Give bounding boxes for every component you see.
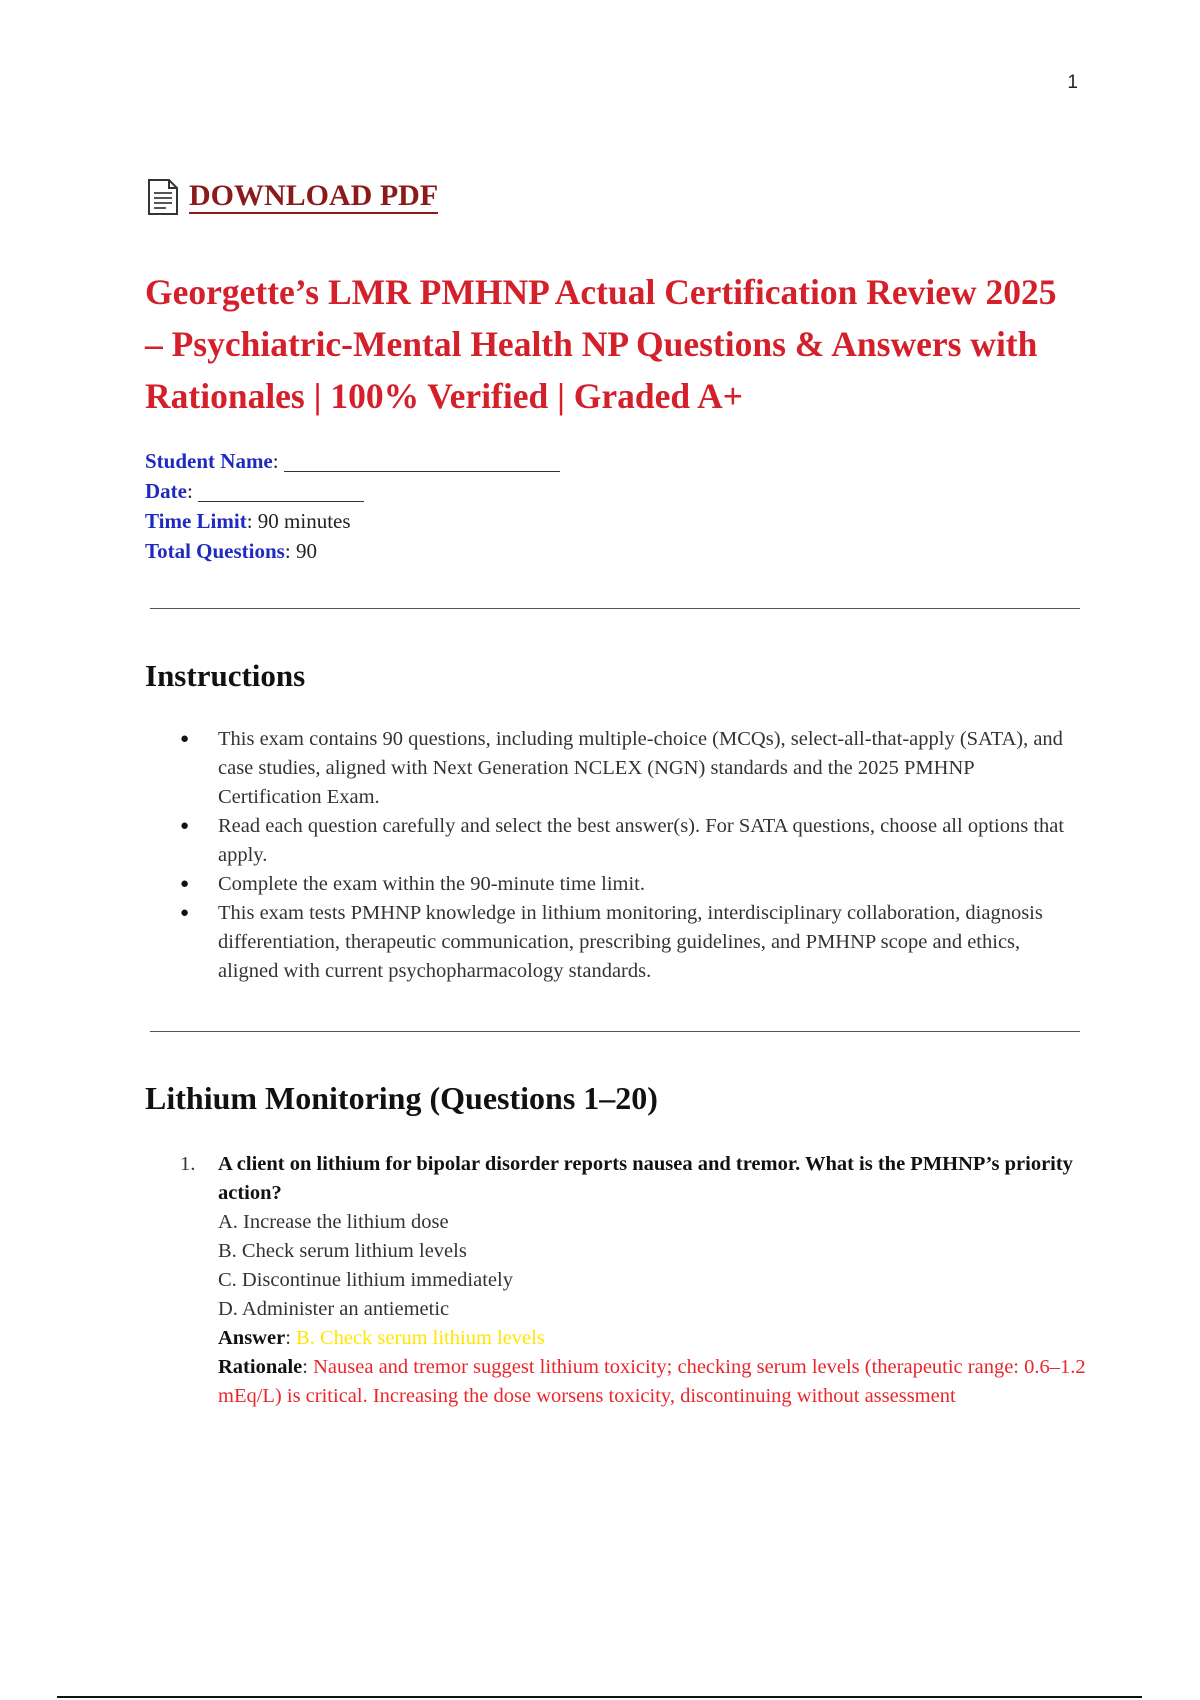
option-c: C. Discontinue lithium immediately [218,1269,513,1291]
question-text: A client on lithium for bipolar disorder reports nausea and tremor. What is the PMHNP’s priority action? [218,1153,1073,1204]
instruction-item: ● This exam contains 90 questions, including multiple-choice (MCQs), select-all-that-apply (SATA), and case studies, aligned with Next Generation NCLEX (NGN) standards and the 2025 PMHNP Certification Exam. [180,725,1080,812]
time-limit-label: Time Limit [145,509,247,533]
answer-row: Answer: B. Check serum lithium levels [218,1327,545,1349]
total-questions-value: 90 [295,539,317,563]
total-questions-label: Total Questions [145,539,285,563]
page-bottom-rule [57,1696,1142,1698]
document-title: Georgette’s LMR PMHNP Actual Certification Review 2025 – Psychiatric-Mental Health NP Questions & Answers with Rationales | 100% Verified | Graded A+ [145,272,1057,416]
instruction-item: ● Complete the exam within the 90-minute time limit. [180,870,1080,899]
document-icon [145,178,181,216]
instruction-item: ● Read each question carefully and select the best answer(s). For SATA questions, choose all options that apply. [180,812,1080,870]
option-d: D. Administer an antiemetic [218,1298,450,1320]
date-label: Date [145,479,187,503]
student-name-blank [284,451,560,472]
exam-meta [145,446,560,566]
divider [150,608,1080,609]
instruction-item: ● This exam tests PMHNP knowledge in lithium monitoring, interdisciplinary collaboration, diagnosis differentiation, therapeutic communication, prescribing guidelines, and PMHNP scope and ethics, aligned with current psychopharmacology standards. [180,899,1080,986]
student-name-row: Student Name: [145,446,560,476]
total-questions-row: Total Questions: 90 [145,539,317,563]
page-number: 1 [1067,72,1078,93]
answer-label: Answer [218,1327,286,1349]
date-blank [198,481,364,502]
question-number: 1. [180,1153,196,1175]
student-name-label: Student Name [145,449,273,473]
instructions-list [180,725,1080,986]
time-limit-value: 90 minutes [257,509,351,533]
download-pdf-label: DOWNLOAD PDF [189,178,439,212]
question-1 [180,1150,1090,1411]
download-pdf-link[interactable] [145,178,438,216]
rationale-row: Rationale: Nausea and tremor suggest lithium toxicity; checking serum levels (therapeutic range: 0.6–1.2 mEq/L) is critical. Increasing the dose worsens toxicity, discontinuing without assessment [218,1356,1086,1407]
option-b: B. Check serum lithium levels [218,1240,467,1262]
rationale-text: Nausea and tremor suggest lithium toxicity; checking serum levels (therapeutic range: 0.6–1.2 mEq/L) is critical. Increasing the dose worsens toxicity, discontinuing without assessment [218,1356,1086,1407]
section-heading: Lithium Monitoring (Questions 1–20) [145,1080,658,1116]
date-row: Date: [145,476,560,506]
divider [150,1031,1080,1032]
time-limit-row: Time Limit: 90 minutes [145,509,351,533]
option-a: A. Increase the lithium dose [218,1211,449,1233]
instructions-heading: Instructions [145,658,306,693]
answer-value: B. Check serum lithium levels [296,1327,545,1349]
rationale-label: Rationale [218,1356,303,1378]
